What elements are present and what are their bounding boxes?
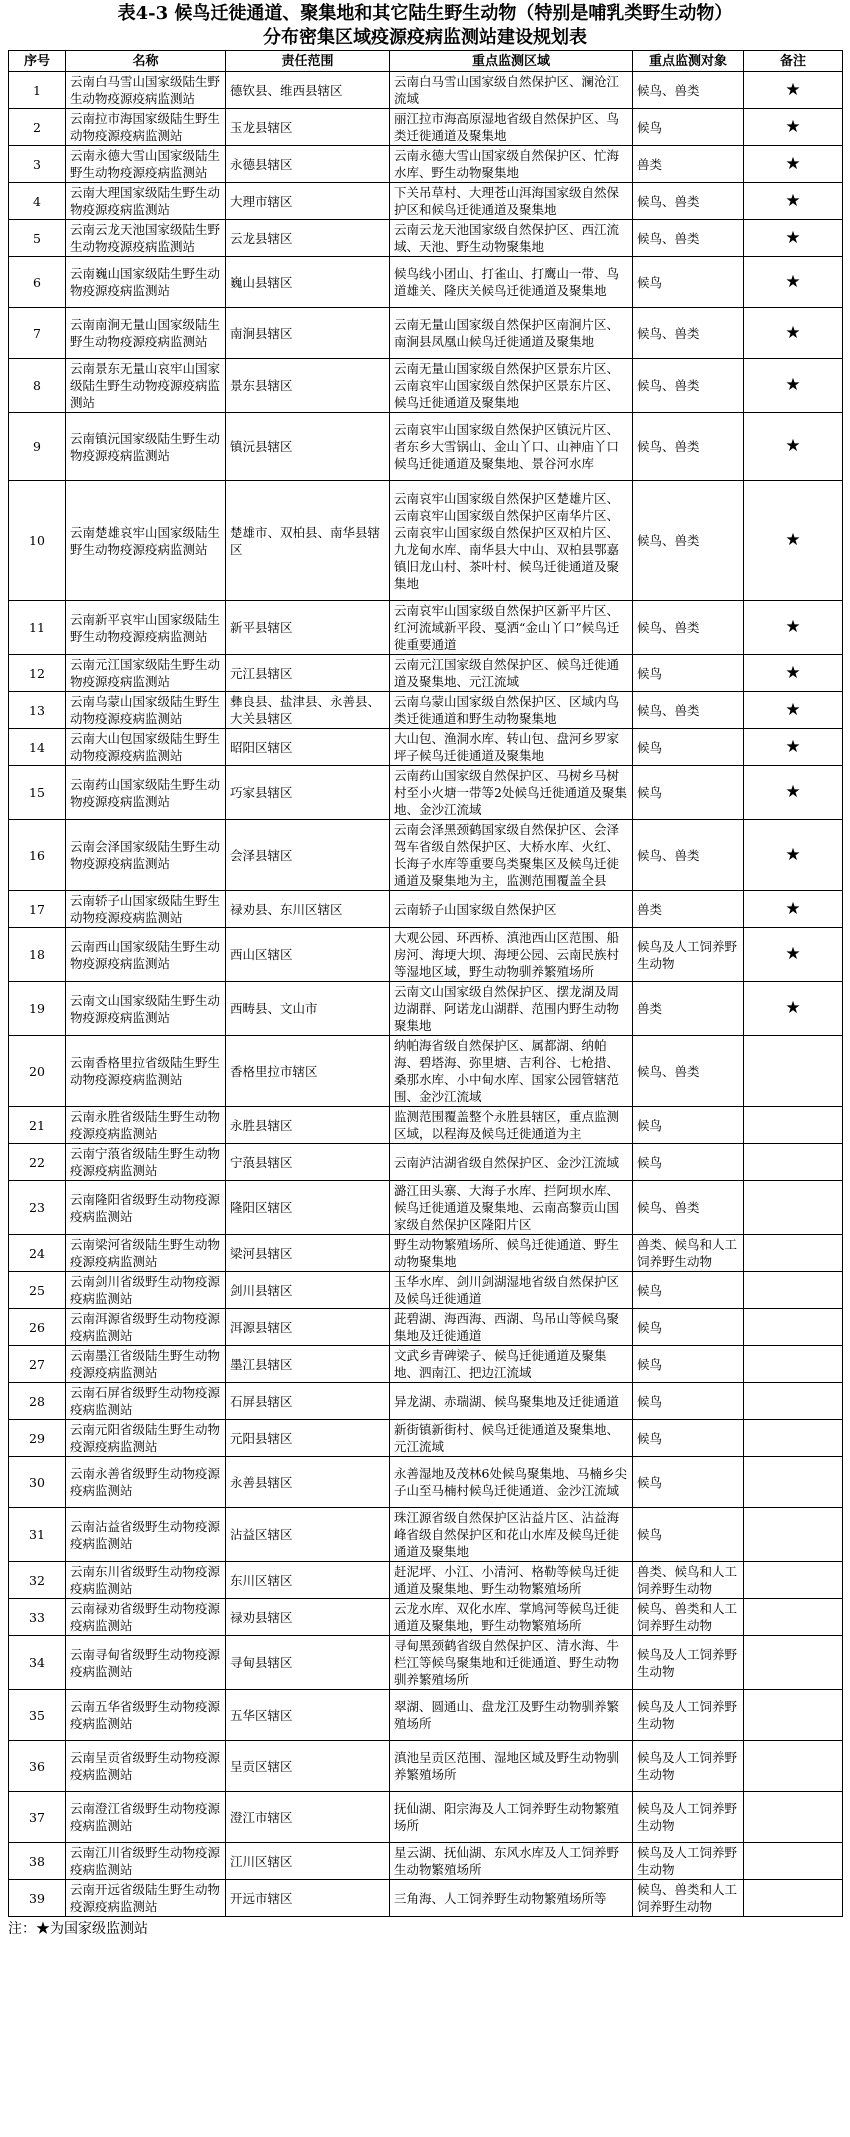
cell-monitoring-area: 云南哀牢山国家级自然保护区楚雄片区、云南哀牢山国家级自然保护区南华片区、云南哀牢山国家级自然保护区双柏片区、九龙甸水库、南华县大中山、双柏县鄂嘉镇旧龙山村、茶叶村、候鸟迁徙通道及聚集地 (390, 481, 633, 601)
cell-no: 27 (9, 1346, 66, 1383)
cell-monitoring-target: 候鸟、兽类 (633, 601, 744, 655)
cell-monitoring-area: 云南永德大雪山国家级自然保护区、忙海水库、野生动物聚集地 (390, 146, 633, 183)
cell-remark-star: ★ (744, 359, 843, 413)
cell-monitoring-area: 云南乌蒙山国家级自然保护区、区域内鸟类迁徙通道和野生动物聚集地 (390, 692, 633, 729)
cell-station-name: 云南大山包国家级陆生野生动物疫源疫病监测站 (66, 729, 226, 766)
cell-monitoring-area: 云南药山国家级自然保护区、马树乡马树村至小火塘一带等2处候鸟迁徙通道及聚集地、金沙江流域 (390, 766, 633, 820)
cell-monitoring-area: 云南无量山国家级自然保护区景东片区、云南哀牢山国家级自然保护区景东片区、候鸟迁徙通道及聚集地 (390, 359, 633, 413)
cell-scope: 大理市辖区 (226, 183, 390, 220)
cell-monitoring-area: 异龙湖、赤瑞湖、候鸟聚集地及迁徙通道 (390, 1383, 633, 1420)
table-row (9, 1562, 843, 1599)
cell-scope: 隆阳区辖区 (226, 1181, 390, 1235)
cell-remark-star: ★ (744, 820, 843, 891)
cell-monitoring-target: 候鸟 (633, 729, 744, 766)
cell-remark-star: ★ (744, 109, 843, 146)
cell-remark-star (744, 1235, 843, 1272)
cell-station-name: 云南宁蒗省级陆生野生动物疫源疫病监测站 (66, 1144, 226, 1181)
cell-no: 37 (9, 1792, 66, 1843)
header-area: 重点监测区域 (390, 51, 633, 72)
cell-no: 23 (9, 1181, 66, 1235)
cell-monitoring-target: 候鸟、兽类 (633, 692, 744, 729)
cell-station-name: 云南西山国家级陆生野生动物疫源疫病监测站 (66, 928, 226, 982)
cell-monitoring-area: 抚仙湖、阳宗海及人工饲养野生动物繁殖场所 (390, 1792, 633, 1843)
cell-no: 11 (9, 601, 66, 655)
cell-monitoring-area: 云南元江国家级自然保护区、候鸟迁徙通道及聚集地、元江流域 (390, 655, 633, 692)
cell-scope: 开远市辖区 (226, 1880, 390, 1917)
cell-monitoring-area: 云南文山国家级自然保护区、摆龙湖及周边湖群、阿诺龙山湖群、范围内野生动物聚集地 (390, 982, 633, 1036)
cell-monitoring-target: 候鸟、兽类 (633, 220, 744, 257)
cell-scope: 南涧县辖区 (226, 308, 390, 359)
cell-monitoring-target: 候鸟 (633, 1309, 744, 1346)
cell-monitoring-target: 候鸟、兽类 (633, 1036, 744, 1107)
cell-monitoring-target: 候鸟、兽类 (633, 308, 744, 359)
cell-no: 10 (9, 481, 66, 601)
cell-monitoring-area: 云南会泽黑颈鹤国家级自然保护区、会泽驾车省级自然保护区、大桥水库、火红、长海子水库等重要鸟类聚集区及候鸟迁徙通道及聚集地为主，监测范围覆盖全县 (390, 820, 633, 891)
cell-scope: 梁河县辖区 (226, 1235, 390, 1272)
cell-monitoring-area: 永善湿地及茂林6处候鸟聚集地、马楠乡尖子山至马楠村候鸟迁徙通道、金沙江流域 (390, 1457, 633, 1508)
cell-station-name: 云南隆阳省级野生动物疫源疫病监测站 (66, 1181, 226, 1235)
cell-remark-star (744, 1880, 843, 1917)
cell-monitoring-area: 星云湖、抚仙湖、东风水库及人工饲养野生动物繁殖场所 (390, 1843, 633, 1880)
table-row (9, 481, 843, 601)
cell-station-name: 云南巍山国家级陆生野生动物疫源疫病监测站 (66, 257, 226, 308)
cell-monitoring-area: 丽江拉市海高原湿地省级自然保护区、鸟类迁徙通道及聚集地 (390, 109, 633, 146)
cell-station-name: 云南剑川省级野生动物疫源疫病监测站 (66, 1272, 226, 1309)
table-row (9, 820, 843, 891)
table-row (9, 1792, 843, 1843)
cell-monitoring-target: 兽类 (633, 982, 744, 1036)
cell-monitoring-target: 候鸟 (633, 766, 744, 820)
cell-scope: 沾益区辖区 (226, 1508, 390, 1562)
cell-scope: 昭阳区辖区 (226, 729, 390, 766)
cell-station-name: 云南景东无量山哀牢山国家级陆生野生动物疫源疫病监测站 (66, 359, 226, 413)
table-row (9, 1107, 843, 1144)
cell-no: 1 (9, 72, 66, 109)
table-row (9, 891, 843, 928)
cell-remark-star: ★ (744, 982, 843, 1036)
cell-monitoring-target: 候鸟、兽类 (633, 183, 744, 220)
cell-no: 18 (9, 928, 66, 982)
cell-monitoring-area: 赶泥坪、小江、小清河、格勒等候鸟迁徙通道及聚集地、野生动物繁殖场所 (390, 1562, 633, 1599)
cell-monitoring-target: 候鸟、兽类 (633, 1181, 744, 1235)
cell-scope: 镇沅县辖区 (226, 413, 390, 481)
cell-monitoring-target: 候鸟及人工饲养野生动物 (633, 1690, 744, 1741)
table-row (9, 692, 843, 729)
cell-scope: 新平县辖区 (226, 601, 390, 655)
cell-station-name: 云南轿子山国家级陆生野生动物疫源疫病监测站 (66, 891, 226, 928)
cell-scope: 禄劝县、东川区辖区 (226, 891, 390, 928)
cell-scope: 剑川县辖区 (226, 1272, 390, 1309)
cell-no: 24 (9, 1235, 66, 1272)
footnote: 注：★为国家级监测站 (8, 1921, 148, 1937)
cell-scope: 楚雄市、双柏县、南华县辖区 (226, 481, 390, 601)
cell-station-name: 云南梁河省级陆生野生动物疫源疫病监测站 (66, 1235, 226, 1272)
cell-monitoring-area: 云南白马雪山国家级自然保护区、澜沧江流域 (390, 72, 633, 109)
cell-monitoring-area: 下关吊草村、大理苍山洱海国家级自然保护区和候鸟迁徙通道及聚集地 (390, 183, 633, 220)
cell-monitoring-area: 文武乡青碑梁子、候鸟迁徙通道及聚集地、泗南江、把边江流域 (390, 1346, 633, 1383)
cell-station-name: 云南云龙天池国家级陆生野生动物疫源疫病监测站 (66, 220, 226, 257)
cell-station-name: 云南墨江省级陆生野生动物疫源疫病监测站 (66, 1346, 226, 1383)
table-row (9, 1144, 843, 1181)
cell-remark-star: ★ (744, 891, 843, 928)
table-title-line2: 分布密集区域疫源疫病监测站建设规划表 (263, 27, 587, 48)
table-row (9, 1457, 843, 1508)
cell-station-name: 云南东川省级野生动物疫源疫病监测站 (66, 1562, 226, 1599)
cell-remark-star: ★ (744, 72, 843, 109)
cell-no: 26 (9, 1309, 66, 1346)
cell-monitoring-target: 候鸟、兽类 (633, 820, 744, 891)
cell-no: 2 (9, 109, 66, 146)
cell-no: 35 (9, 1690, 66, 1741)
cell-remark-star: ★ (744, 766, 843, 820)
cell-monitoring-target: 候鸟、兽类和人工饲养野生动物 (633, 1880, 744, 1917)
cell-station-name: 云南会泽国家级陆生野生动物疫源疫病监测站 (66, 820, 226, 891)
table-row (9, 1181, 843, 1235)
table-row (9, 72, 843, 109)
cell-scope: 玉龙县辖区 (226, 109, 390, 146)
cell-station-name: 云南禄劝省级野生动物疫源疫病监测站 (66, 1599, 226, 1636)
cell-monitoring-target: 候鸟 (633, 1107, 744, 1144)
cell-remark-star: ★ (744, 257, 843, 308)
cell-remark-star (744, 1562, 843, 1599)
cell-no: 29 (9, 1420, 66, 1457)
cell-remark-star (744, 1107, 843, 1144)
cell-monitoring-target: 候鸟 (633, 655, 744, 692)
cell-monitoring-target: 候鸟及人工饲养野生动物 (633, 1792, 744, 1843)
cell-no: 36 (9, 1741, 66, 1792)
table-row (9, 146, 843, 183)
cell-remark-star (744, 1636, 843, 1690)
header-target: 重点监测对象 (633, 51, 744, 72)
cell-monitoring-target: 候鸟 (633, 109, 744, 146)
cell-scope: 香格里拉市辖区 (226, 1036, 390, 1107)
cell-station-name: 云南永善省级野生动物疫源疫病监测站 (66, 1457, 226, 1508)
cell-station-name: 云南寻甸省级野生动物疫源疫病监测站 (66, 1636, 226, 1690)
cell-station-name: 云南五华省级野生动物疫源疫病监测站 (66, 1690, 226, 1741)
cell-monitoring-area: 滇池呈贡区范围、湿地区域及野生动物驯养繁殖场所 (390, 1741, 633, 1792)
cell-scope: 德钦县、维西县辖区 (226, 72, 390, 109)
cell-scope: 呈贡区辖区 (226, 1741, 390, 1792)
cell-monitoring-area: 玉华水库、剑川剑湖湿地省级自然保护区及候鸟迁徙通道 (390, 1272, 633, 1309)
cell-monitoring-target: 候鸟、兽类 (633, 413, 744, 481)
table-body (9, 72, 843, 1917)
table-row (9, 413, 843, 481)
cell-remark-star: ★ (744, 146, 843, 183)
cell-scope: 东川区辖区 (226, 1562, 390, 1599)
cell-station-name: 云南呈贡省级野生动物疫源疫病监测站 (66, 1741, 226, 1792)
table-row (9, 1880, 843, 1917)
table-row (9, 220, 843, 257)
table-row (9, 1036, 843, 1107)
cell-remark-star: ★ (744, 729, 843, 766)
cell-station-name: 云南拉市海国家级陆生野生动物疫源疫病监测站 (66, 109, 226, 146)
cell-no: 15 (9, 766, 66, 820)
cell-remark-star (744, 1383, 843, 1420)
cell-monitoring-area: 寻甸黑颈鹤省级自然保护区、清水海、牛栏江等候鸟聚集地和迁徙通道、野生动物驯养繁殖场所 (390, 1636, 633, 1690)
cell-scope: 洱源县辖区 (226, 1309, 390, 1346)
table-row (9, 1272, 843, 1309)
cell-no: 16 (9, 820, 66, 891)
table-row (9, 359, 843, 413)
cell-scope: 元阳县辖区 (226, 1420, 390, 1457)
cell-no: 14 (9, 729, 66, 766)
table-title-line1: 表4-3 候鸟迁徙通道、聚集地和其它陆生野生动物（特别是哺乳类野生动物） (117, 3, 733, 24)
table-row (9, 1508, 843, 1562)
cell-monitoring-target: 候鸟及人工饲养野生动物 (633, 1843, 744, 1880)
cell-monitoring-target: 兽类、候鸟和人工饲养野生动物 (633, 1562, 744, 1599)
table-row (9, 183, 843, 220)
cell-remark-star: ★ (744, 601, 843, 655)
cell-no: 9 (9, 413, 66, 481)
cell-monitoring-target: 候鸟、兽类 (633, 359, 744, 413)
cell-no: 34 (9, 1636, 66, 1690)
cell-remark-star: ★ (744, 692, 843, 729)
cell-monitoring-area: 候鸟线小团山、打雀山、打鹰山一带、鸟道雄关、隆庆关候鸟迁徙通道及聚集地 (390, 257, 633, 308)
cell-monitoring-target: 兽类、候鸟和人工饲养野生动物 (633, 1235, 744, 1272)
table-row (9, 1636, 843, 1690)
cell-monitoring-target: 候鸟、兽类 (633, 481, 744, 601)
cell-station-name: 云南大理国家级陆生野生动物疫源疫病监测站 (66, 183, 226, 220)
cell-no: 6 (9, 257, 66, 308)
cell-scope: 永胜县辖区 (226, 1107, 390, 1144)
cell-no: 20 (9, 1036, 66, 1107)
cell-scope: 会泽县辖区 (226, 820, 390, 891)
cell-monitoring-area: 云南哀牢山国家级自然保护区镇沅片区、者东乡大雪锅山、金山丫口、山神庙丫口候鸟迁徙通道及聚集地、景谷河水库 (390, 413, 633, 481)
cell-remark-star (744, 1792, 843, 1843)
cell-monitoring-area: 云南哀牢山国家级自然保护区新平片区、红河流域新平段、戛洒“金山丫口”候鸟迁徙重要通道 (390, 601, 633, 655)
cell-remark-star (744, 1272, 843, 1309)
cell-station-name: 云南元阳省级陆生野生动物疫源疫病监测站 (66, 1420, 226, 1457)
cell-scope: 墨江县辖区 (226, 1346, 390, 1383)
cell-station-name: 云南乌蒙山国家级陆生野生动物疫源疫病监测站 (66, 692, 226, 729)
header-name: 名称 (66, 51, 226, 72)
cell-monitoring-target: 候鸟 (633, 1457, 744, 1508)
table-row (9, 1309, 843, 1346)
cell-remark-star (744, 1741, 843, 1792)
cell-remark-star: ★ (744, 413, 843, 481)
table-row (9, 928, 843, 982)
cell-no: 38 (9, 1843, 66, 1880)
cell-no: 7 (9, 308, 66, 359)
cell-no: 4 (9, 183, 66, 220)
cell-remark-star: ★ (744, 220, 843, 257)
cell-scope: 禄劝县辖区 (226, 1599, 390, 1636)
cell-station-name: 云南香格里拉省级陆生野生动物疫源疫病监测站 (66, 1036, 226, 1107)
cell-no: 17 (9, 891, 66, 928)
cell-monitoring-area: 大观公园、环西桥、滇池西山区范围、船房河、海埂大坝、海埂公园、云南民族村等湿地区域，野生动物驯养繁殖场所 (390, 928, 633, 982)
table-row (9, 601, 843, 655)
cell-no: 8 (9, 359, 66, 413)
cell-monitoring-target: 候鸟 (633, 1346, 744, 1383)
cell-scope: 云龙县辖区 (226, 220, 390, 257)
cell-monitoring-area: 翠湖、圆通山、盘龙江及野生动物驯养繁殖场所 (390, 1690, 633, 1741)
cell-remark-star: ★ (744, 481, 843, 601)
cell-scope: 寻甸县辖区 (226, 1636, 390, 1690)
cell-station-name: 云南新平哀牢山国家级陆生野生动物疫源疫病监测站 (66, 601, 226, 655)
table-row (9, 257, 843, 308)
table-row (9, 308, 843, 359)
cell-station-name: 云南药山国家级陆生野生动物疫源疫病监测站 (66, 766, 226, 820)
cell-scope: 澄江市辖区 (226, 1792, 390, 1843)
cell-monitoring-target: 候鸟 (633, 1144, 744, 1181)
cell-station-name: 云南永德大雪山国家级陆生野生动物疫源疫病监测站 (66, 146, 226, 183)
table-header-row (9, 51, 843, 72)
cell-monitoring-area: 云南云龙天池国家级自然保护区、西江流域、天池、野生动物聚集地 (390, 220, 633, 257)
cell-monitoring-target: 候鸟及人工饲养野生动物 (633, 1636, 744, 1690)
cell-remark-star (744, 1508, 843, 1562)
cell-scope: 永善县辖区 (226, 1457, 390, 1508)
cell-remark-star (744, 1457, 843, 1508)
table-row (9, 982, 843, 1036)
cell-monitoring-area: 野生动物繁殖场所、候鸟迁徙通道、野生动物聚集地 (390, 1235, 633, 1272)
cell-no: 12 (9, 655, 66, 692)
cell-scope: 景东县辖区 (226, 359, 390, 413)
cell-no: 33 (9, 1599, 66, 1636)
cell-scope: 巧家县辖区 (226, 766, 390, 820)
cell-station-name: 云南南涧无量山国家级陆生野生动物疫源疫病监测站 (66, 308, 226, 359)
cell-scope: 元江县辖区 (226, 655, 390, 692)
cell-no: 5 (9, 220, 66, 257)
cell-scope: 石屏县辖区 (226, 1383, 390, 1420)
cell-remark-star (744, 1144, 843, 1181)
cell-remark-star: ★ (744, 928, 843, 982)
cell-station-name: 云南洱源省级野生动物疫源疫病监测站 (66, 1309, 226, 1346)
monitoring-station-table (8, 50, 843, 1917)
cell-no: 13 (9, 692, 66, 729)
cell-scope: 江川区辖区 (226, 1843, 390, 1880)
cell-remark-star (744, 1036, 843, 1107)
cell-station-name: 云南澄江省级野生动物疫源疫病监测站 (66, 1792, 226, 1843)
cell-remark-star (744, 1599, 843, 1636)
cell-no: 3 (9, 146, 66, 183)
cell-monitoring-target: 候鸟及人工饲养野生动物 (633, 1741, 744, 1792)
cell-monitoring-target: 候鸟 (633, 1272, 744, 1309)
cell-no: 28 (9, 1383, 66, 1420)
header-scope: 责任范围 (226, 51, 390, 72)
cell-monitoring-target: 候鸟、兽类和人工饲养野生动物 (633, 1599, 744, 1636)
table-row (9, 1346, 843, 1383)
cell-scope: 彝良县、盐津县、永善县、大关县辖区 (226, 692, 390, 729)
cell-monitoring-area: 云南轿子山国家级自然保护区 (390, 891, 633, 928)
cell-monitoring-target: 候鸟 (633, 1383, 744, 1420)
cell-monitoring-area: 纳帕海省级自然保护区、属都湖、纳帕海、碧塔海、弥里塘、吉利谷、七枪措、桑那水库、小中甸水库、国家公园管辖范围、金沙江流域 (390, 1036, 633, 1107)
cell-monitoring-area: 珠江源省级自然保护区沾益片区、沾益海峰省级自然保护区和花山水库及候鸟迁徙通道及聚集地 (390, 1508, 633, 1562)
cell-monitoring-target: 兽类 (633, 146, 744, 183)
cell-monitoring-area: 新街镇新街村、候鸟迁徙通道及聚集地、元江流域 (390, 1420, 633, 1457)
cell-monitoring-area: 大山包、渔洞水库、转山包、盘河乡罗家坪子候鸟迁徙通道及聚集地 (390, 729, 633, 766)
cell-no: 22 (9, 1144, 66, 1181)
cell-monitoring-area: 云龙水库、双化水库、掌鸠河等候鸟迁徙通道及聚集地，野生动物繁殖场所 (390, 1599, 633, 1636)
table-row (9, 766, 843, 820)
cell-no: 30 (9, 1457, 66, 1508)
cell-no: 19 (9, 982, 66, 1036)
cell-no: 32 (9, 1562, 66, 1599)
table-row (9, 655, 843, 692)
cell-no: 31 (9, 1508, 66, 1562)
cell-remark-star: ★ (744, 655, 843, 692)
cell-monitoring-target: 兽类 (633, 891, 744, 928)
cell-remark-star (744, 1346, 843, 1383)
cell-monitoring-target: 候鸟及人工饲养野生动物 (633, 928, 744, 982)
cell-station-name: 云南文山国家级陆生野生动物疫源疫病监测站 (66, 982, 226, 1036)
cell-remark-star: ★ (744, 308, 843, 359)
cell-station-name: 云南石屏省级野生动物疫源疫病监测站 (66, 1383, 226, 1420)
header-remark: 备注 (744, 51, 843, 72)
header-no: 序号 (9, 51, 66, 72)
cell-remark-star: ★ (744, 183, 843, 220)
cell-monitoring-target: 候鸟、兽类 (633, 72, 744, 109)
cell-scope: 西畴县、文山市 (226, 982, 390, 1036)
table-row (9, 1420, 843, 1457)
cell-monitoring-target: 候鸟 (633, 257, 744, 308)
cell-monitoring-target: 候鸟 (633, 1420, 744, 1457)
cell-monitoring-target: 候鸟 (633, 1508, 744, 1562)
cell-remark-star (744, 1690, 843, 1741)
cell-station-name: 云南白马雪山国家级陆生野生动物疫源疫病监测站 (66, 72, 226, 109)
cell-monitoring-area: 云南无量山国家级自然保护区南涧片区、南涧县凤凰山候鸟迁徙通道及聚集地 (390, 308, 633, 359)
table-row (9, 1741, 843, 1792)
cell-remark-star (744, 1843, 843, 1880)
cell-scope: 五华区辖区 (226, 1690, 390, 1741)
cell-scope: 宁蒗县辖区 (226, 1144, 390, 1181)
cell-no: 39 (9, 1880, 66, 1917)
cell-no: 21 (9, 1107, 66, 1144)
table-row (9, 1235, 843, 1272)
cell-remark-star (744, 1420, 843, 1457)
cell-station-name: 云南沾益省级野生动物疫源疫病监测站 (66, 1508, 226, 1562)
cell-station-name: 云南江川省级野生动物疫源疫病监测站 (66, 1843, 226, 1880)
table-row (9, 1599, 843, 1636)
cell-remark-star (744, 1181, 843, 1235)
cell-remark-star (744, 1309, 843, 1346)
table-row (9, 1383, 843, 1420)
table-row (9, 109, 843, 146)
cell-station-name: 云南镇沅国家级陆生野生动物疫源疫病监测站 (66, 413, 226, 481)
cell-monitoring-area: 监测范围覆盖整个永胜县辖区，重点监测区域，以程海及候鸟迁徙通道为主 (390, 1107, 633, 1144)
table-row (9, 1690, 843, 1741)
cell-scope: 西山区辖区 (226, 928, 390, 982)
cell-monitoring-area: 潞江田头寨、大海子水库、拦阿坝水库、候鸟迁徙通道及聚集地、云南高黎贡山国家级自然保护区隆阳片区 (390, 1181, 633, 1235)
cell-monitoring-area: 云南泸沽湖省级自然保护区、金沙江流域 (390, 1144, 633, 1181)
cell-monitoring-area: 三角海、人工饲养野生动物繁殖场所等 (390, 1880, 633, 1917)
cell-station-name: 云南元江国家级陆生野生动物疫源疫病监测站 (66, 655, 226, 692)
cell-scope: 巍山县辖区 (226, 257, 390, 308)
cell-no: 25 (9, 1272, 66, 1309)
cell-monitoring-area: 茈碧湖、海西海、西湖、鸟吊山等候鸟聚集地及迁徙通道 (390, 1309, 633, 1346)
cell-station-name: 云南开远省级陆生野生动物疫源疫病监测站 (66, 1880, 226, 1917)
table-row (9, 729, 843, 766)
cell-station-name: 云南楚雄哀牢山国家级陆生野生动物疫源疫病监测站 (66, 481, 226, 601)
cell-station-name: 云南永胜省级陆生野生动物疫源疫病监测站 (66, 1107, 226, 1144)
table-row (9, 1843, 843, 1880)
cell-scope: 永德县辖区 (226, 146, 390, 183)
